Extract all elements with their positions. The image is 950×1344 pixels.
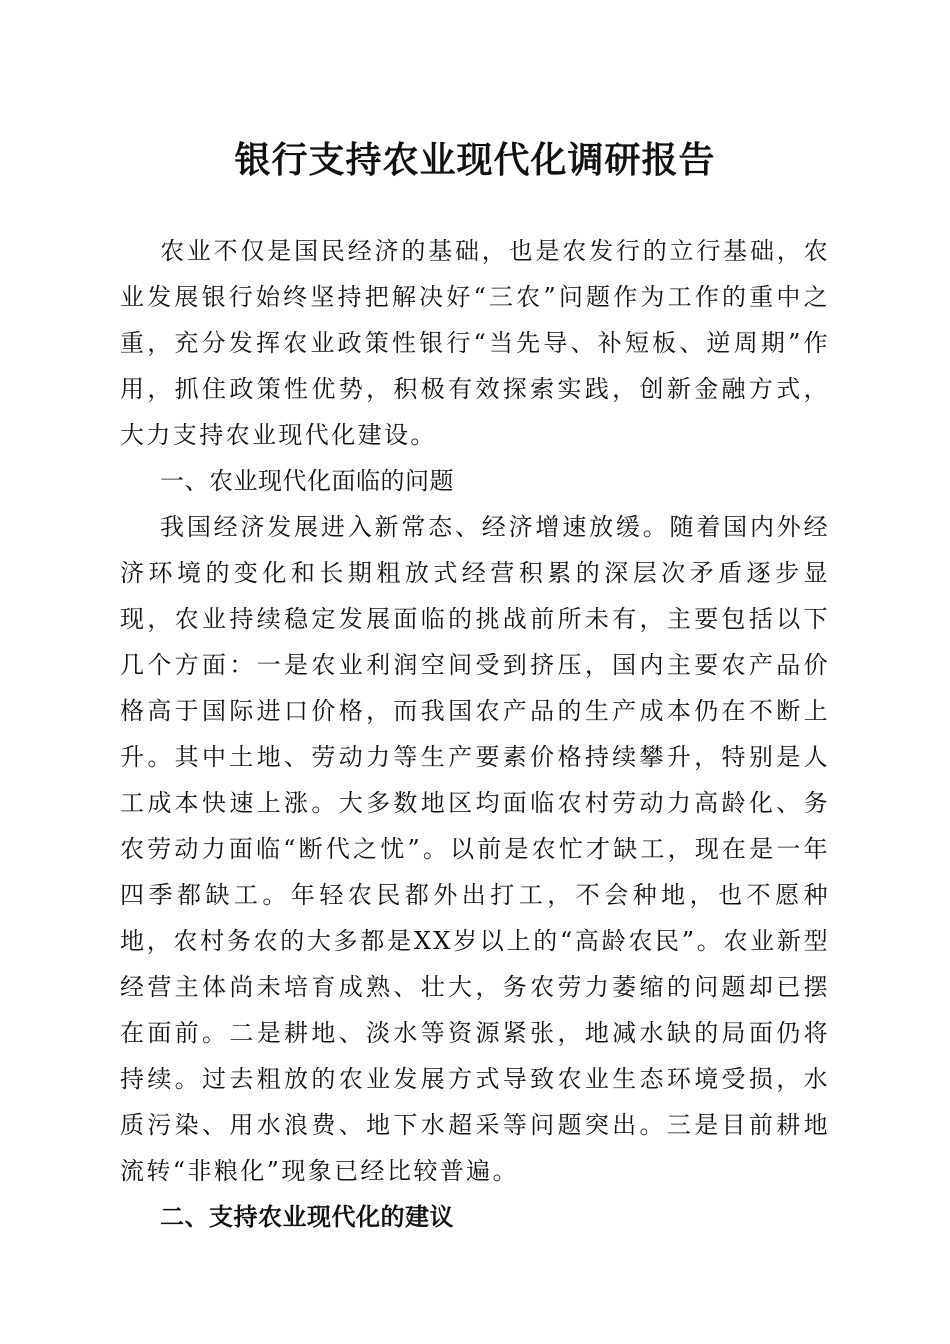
section-1-heading: 一、农业现代化面临的问题 (160, 467, 454, 495)
section-2-heading: 二、支持农业现代化的建议 (160, 1203, 454, 1231)
intro-paragraph: 农业不仅是国民经济的基础，也是农发行的立行基础，农业发展银行始终坚持把解决好“三农”问题作为工作的重中之重，充分发挥农业政策性银行“当先导、补短板、逆周期”作用，抓住政策性优势，积极有效探索实践，创新金融方式，大力支持农业现代化建设。 (120, 237, 830, 449)
document-body (120, 228, 830, 1240)
section-1-paragraph: 我国经济发展进入新常态、经济增速放缓。随着国内外经济环境的变化和长期粗放式经营积累的深层次矛盾逐步显现，农业持续稳定发展面临的挑战前所未有，主要包括以下几个方面：一是农业利润空间受到挤压，国内主要农产品价格高于国际进口价格，而我国农产品的生产成本仍在不断上升。其中土地、劳动力等生产要素价格持续攀升，特别是人工成本快速上涨。大多数地区均面临农村劳动力高龄化、务农劳动力面临“断代之忧”。以前是农忙才缺工，现在是一年四季都缺工。年轻农民都外出打工，不会种地，也不愿种地，农村务农的大多都是XX岁以上的“高龄农民”。农业新型经营主体尚未培育成熟、壮大，务农劳力萎缩的问题却已摆在面前。二是耕地、淡水等资源紧张，地减水缺的局面仍将持续。过去粗放的农业发展方式导致农业生态环境受损，水质污染、用水浪费、地下水超采等问题突出。三是目前耕地流转“非粮化”现象已经比较普遍。 (120, 513, 830, 1185)
document-title: 银行支持农业现代化调研报告 (234, 139, 716, 181)
